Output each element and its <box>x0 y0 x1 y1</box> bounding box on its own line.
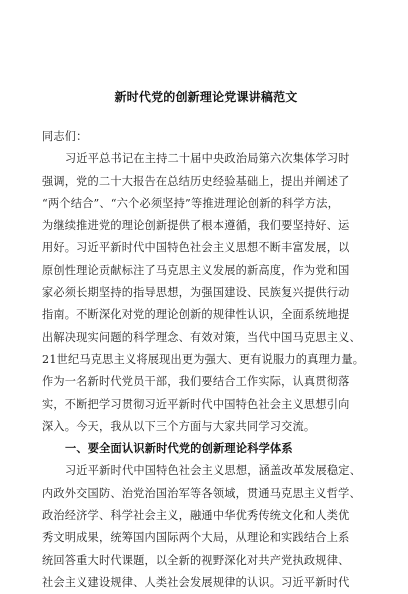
paragraph-line: 用好。习近平新时代中国特色社会主义思想不断丰富发展，以 <box>42 241 350 255</box>
paragraph-line: 统回答重大时代课题，以全新的视野深化对共产党执政规律、 <box>42 553 350 567</box>
paragraph-line: 21世纪马克思主义将展现出更为强大、更有说服力的真理力量。 <box>42 352 365 366</box>
paragraph-line: 家必须长期坚持的指导思想，为强国建设、民族复兴提供行动 <box>42 286 350 300</box>
section-paragraph <box>42 460 370 594</box>
paragraph-line: 实，不断把学习贯彻习近平新时代中国特色社会主义思想引向 <box>42 397 350 411</box>
paragraph-line: “两个结合”、“六个必须坚持”等推进理论创新的科学方法， <box>42 196 339 210</box>
paragraph-line: 秀文明成果，统筹国内国际两个大局，从理论和实践结合上系 <box>42 531 350 545</box>
paragraph-line: 深入。今天，我从以下三个方面与大家共同学习交流。 <box>42 419 316 433</box>
paragraph-line: 政治经济学、科学社会主义，融通中华优秀传统文化和人类优 <box>42 509 350 523</box>
greeting: 同志们： <box>42 130 88 143</box>
paragraph-line: 原创性理论贡献标注了马克思主义发展的新高度，作为党和国 <box>42 263 350 277</box>
paragraph-line: 习近平新时代中国特色社会主义思想，涵盖改革发展稳定、 <box>65 464 362 478</box>
intro-paragraph <box>42 148 370 438</box>
paragraph-line: 出解决现实问题的科学理念、有效对策，当代中国马克思主义、 <box>42 330 361 344</box>
paragraph-line: 为继续推进党的理论创新提供了根本遵循，我们要坚持好、运 <box>42 219 350 233</box>
paragraph-line: 习近平总书记在主持二十届中央政治局第六次集体学习时 <box>65 152 350 166</box>
paragraph-line: 指南。不断深化对党的理论创新的规律性认识，全面系统地提 <box>42 308 350 322</box>
paragraph-line: 作为一名新时代党员干部，我们要结合工作实际，认真贯彻落 <box>42 375 350 389</box>
paragraph-line: 内政外交国防、治党治国治军等各领域，贯通马克思主义哲学、 <box>42 486 361 500</box>
section-heading: 一、要全面认识新时代党的创新理论科学体系 <box>65 442 293 456</box>
paragraph-line: 社会主义建设规律、人类社会发展规律的认识。习近平新时代 <box>42 575 350 589</box>
paragraph-line: 强调，党的二十大报告在总结历史经验基础上，提出并阐述了 <box>42 174 350 188</box>
document-title: 新时代党的创新理论党课讲稿范文 <box>114 90 298 104</box>
